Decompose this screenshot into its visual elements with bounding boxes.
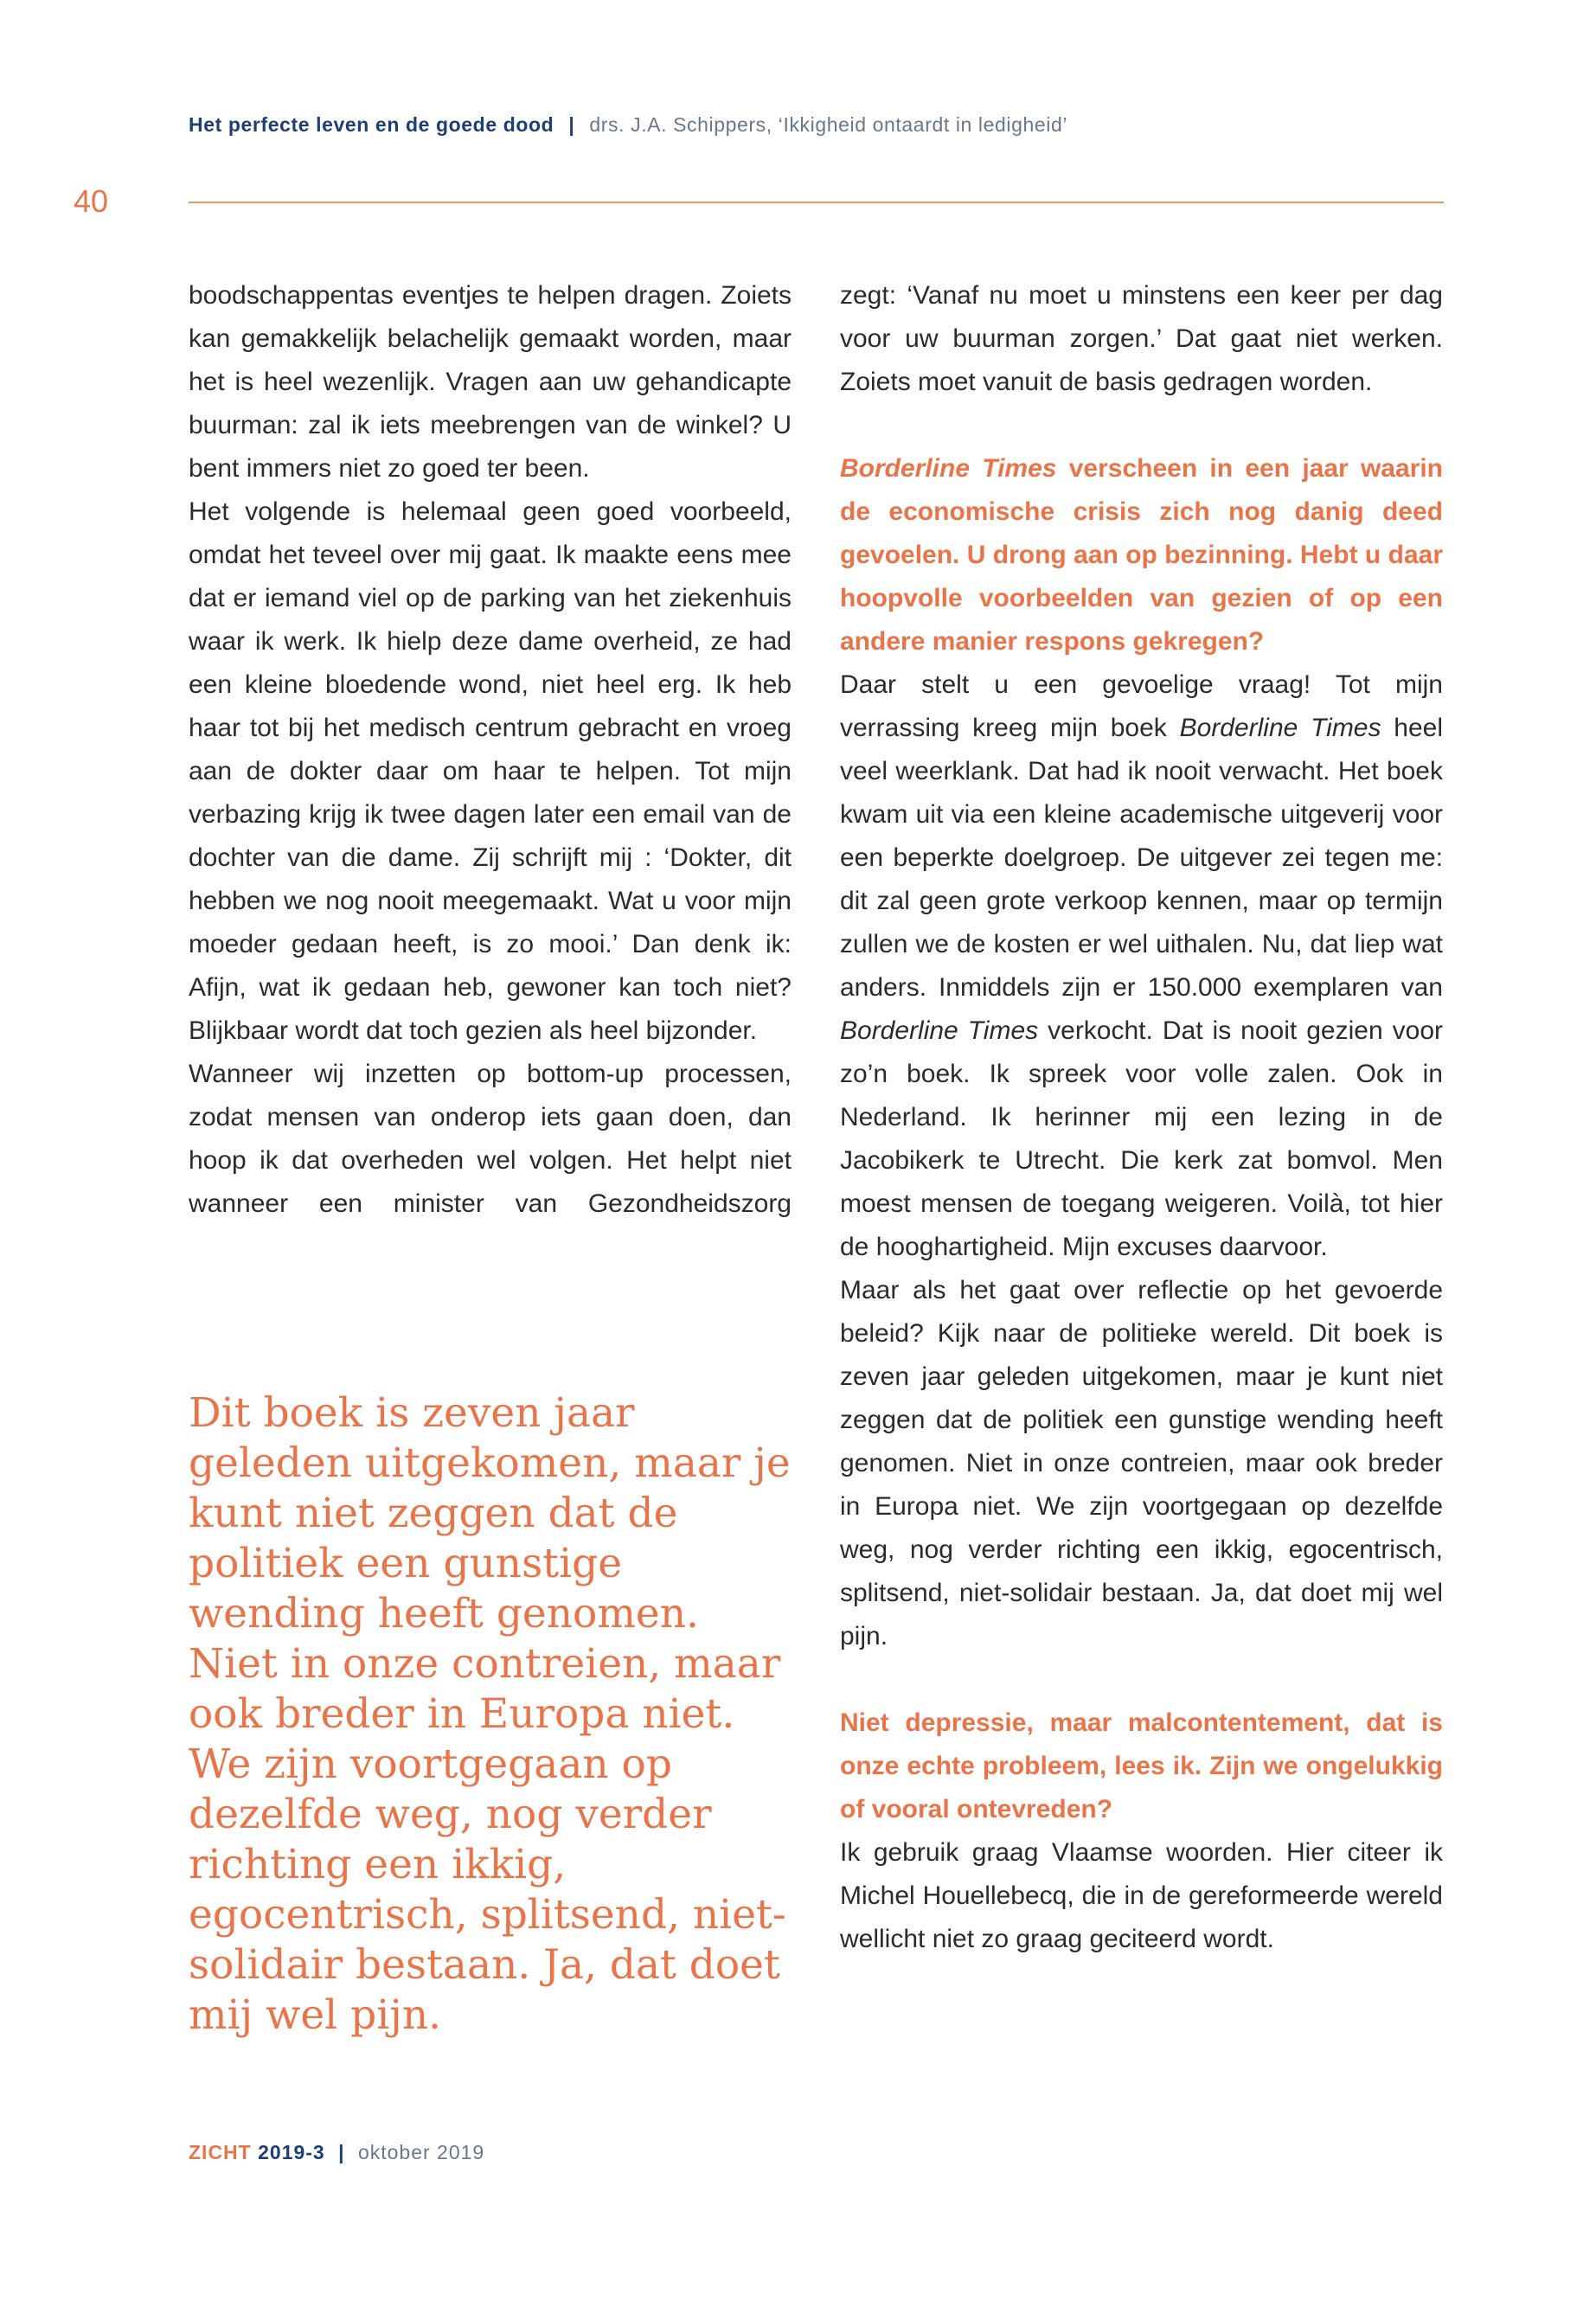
left-paragraph-1: boodschappentas eventjes te helpen dragen. Zoiets kan gemakkelijk belachelijk gemaakt worden, maar het is heel wezenlijk. Vragen aan uw gehandicapte buurman: zal ik iets meebrengen van de winkel? U bent immers niet zo goed ter been. — [189, 281, 792, 483]
pull-quote-text: Dit boek is zeven jaar geleden uitgekomen, maar je kunt niet zeggen dat de politiek een gunstige wending heeft genomen. Niet in onze contreien, maar ook breder in Europa niet. We zijn voortgegaan op dezelfde weg, nog verder richting een ikkig, egocentrisch, splitsend, niet-solidair bestaan. Ja, dat doet mij wel pijn. — [189, 1389, 791, 2039]
footer-brand: ZICHT — [189, 2141, 252, 2163]
right-paragraph-1: zegt: ‘Vanaf nu moet u minstens een keer per dag voor uw buurman zorgen.’ Dat gaat niet werken. Zoiets moet vanuit de basis gedragen worden. — [840, 281, 1443, 396]
answer-paragraph-1 — [840, 663, 1443, 1269]
header-subtitle: drs. J.A. Schippers, ‘Ikkigheid ontaardt in ledigheid’ — [589, 113, 1068, 136]
footer-issue: 2019-3 — [258, 2141, 325, 2163]
spacer — [840, 404, 1443, 447]
left-column — [189, 274, 792, 1226]
header-separator: | — [568, 113, 575, 136]
spacer — [840, 1658, 1443, 1702]
footer — [189, 2141, 484, 2164]
book-title: Borderline Times — [1179, 714, 1381, 742]
answer-paragraph-2: Maar als het gaat over reflectie op het gevoerde beleid? Kijk naar de politieke wereld. Dit boek is zeven jaar geleden uitgekomen, maar je kunt niet zeggen dat de politiek een gunstige wending heeft genomen. Niet in onze contreien, maar ook breder in Europa niet. We zijn voortgegaan op dezelfde weg, nog verder richting een ikkig, egocentrisch, splitsend, niet-solidair bestaan. Ja, dat doet mij wel pijn. — [840, 1276, 1443, 1650]
interview-question-2: Niet depressie, maar malcontentement, dat is onze echte probleem, lees ik. Zijn we ongelukkig of vooral ontevreden? — [840, 1708, 1443, 1823]
answer-paragraph-3: Ik gebruik graag Vlaamse woorden. Hier citeer ik Michel Houellebecq, die in de gereformeerde wereld wellicht niet zo graag geciteerd wordt. — [840, 1838, 1443, 1953]
left-paragraph-2: Het volgende is helemaal geen goed voorbeeld, omdat het teveel over mij gaat. Ik maakte eens mee dat er iemand viel op de parking van het ziekenhuis waar ik werk. Ik hielp deze dame overheid, ze had een kleine bloedende wond, niet heel erg. Ik heb haar tot bij het medisch centrum gebracht en vroeg aan de dokter daar om haar te helpen. Tot mijn verbazing krijg ik twee dagen later een email van de dochter van die dame. Zij schrijft mij : ‘Dokter, dit hebben we nog nooit meegemaakt. Wat u voor mijn moeder gedaan heeft, is zo mooi.’ Dan denk ik: Afijn, wat ik gedaan heb, gewoner kan toch niet? Blijkbaar wordt dat toch gezien als heel bijzonder. — [189, 497, 792, 1045]
answer-1-part-2: heel veel weerklank. Dat had ik nooit verwacht. Het boek kwam uit via een kleine academische uitgeverij voor een beperkte doelgroep. De uitgever zei tegen me: dit zal geen grote verkoop kennen, maar op termijn zullen we de kosten er wel uithalen. Nu, dat liep wat anders. Inmiddels zijn er 150.000 exemplaren van — [840, 714, 1443, 1002]
header-rule — [189, 202, 1444, 203]
footer-separator: | — [338, 2141, 345, 2163]
book-title: Borderline Times — [840, 454, 1057, 483]
header-title: Het perfecte leven en de goede dood — [189, 113, 554, 136]
running-header — [189, 113, 1067, 137]
left-paragraph-3: Wanneer wij inzetten op bottom-up processen, zodat mensen van onderop iets gaan doen, dan hoop ik dat overheden wel volgen. Het helpt niet wanneer een minister van Gezondheidszorg — [189, 1060, 792, 1218]
page-number: 40 — [74, 183, 109, 219]
footer-date: oktober 2019 — [357, 2141, 485, 2163]
answer-1-part-1: Daar stelt u een gevoelige vraag! Tot mijn verrassing kreeg mijn boek — [840, 670, 1443, 742]
interview-question-1 — [840, 447, 1443, 663]
right-column — [840, 274, 1443, 1961]
question-1-text: verscheen in een jaar waarin de economische crisis zich nog danig deed gevoelen. U drong aan op bezinning. Hebt u daar hoopvolle voorbeelden van gezien of op een andere manier respons gekregen? — [840, 454, 1443, 656]
answer-1-part-3: verkocht. Dat is nooit gezien voor zo’n boek. Ik spreek voor volle zalen. Ook in Nederland. Ik herinner mij een lezing in de Jacobikerk te Utrecht. Die kerk zat bomvol. Men moest mensen de toegang weigeren. Voilà, tot hier de hooghartigheid. Mijn excuses daarvoor. — [840, 1016, 1443, 1261]
pull-quote — [189, 1388, 794, 2041]
book-title: Borderline Times — [840, 1016, 1039, 1045]
